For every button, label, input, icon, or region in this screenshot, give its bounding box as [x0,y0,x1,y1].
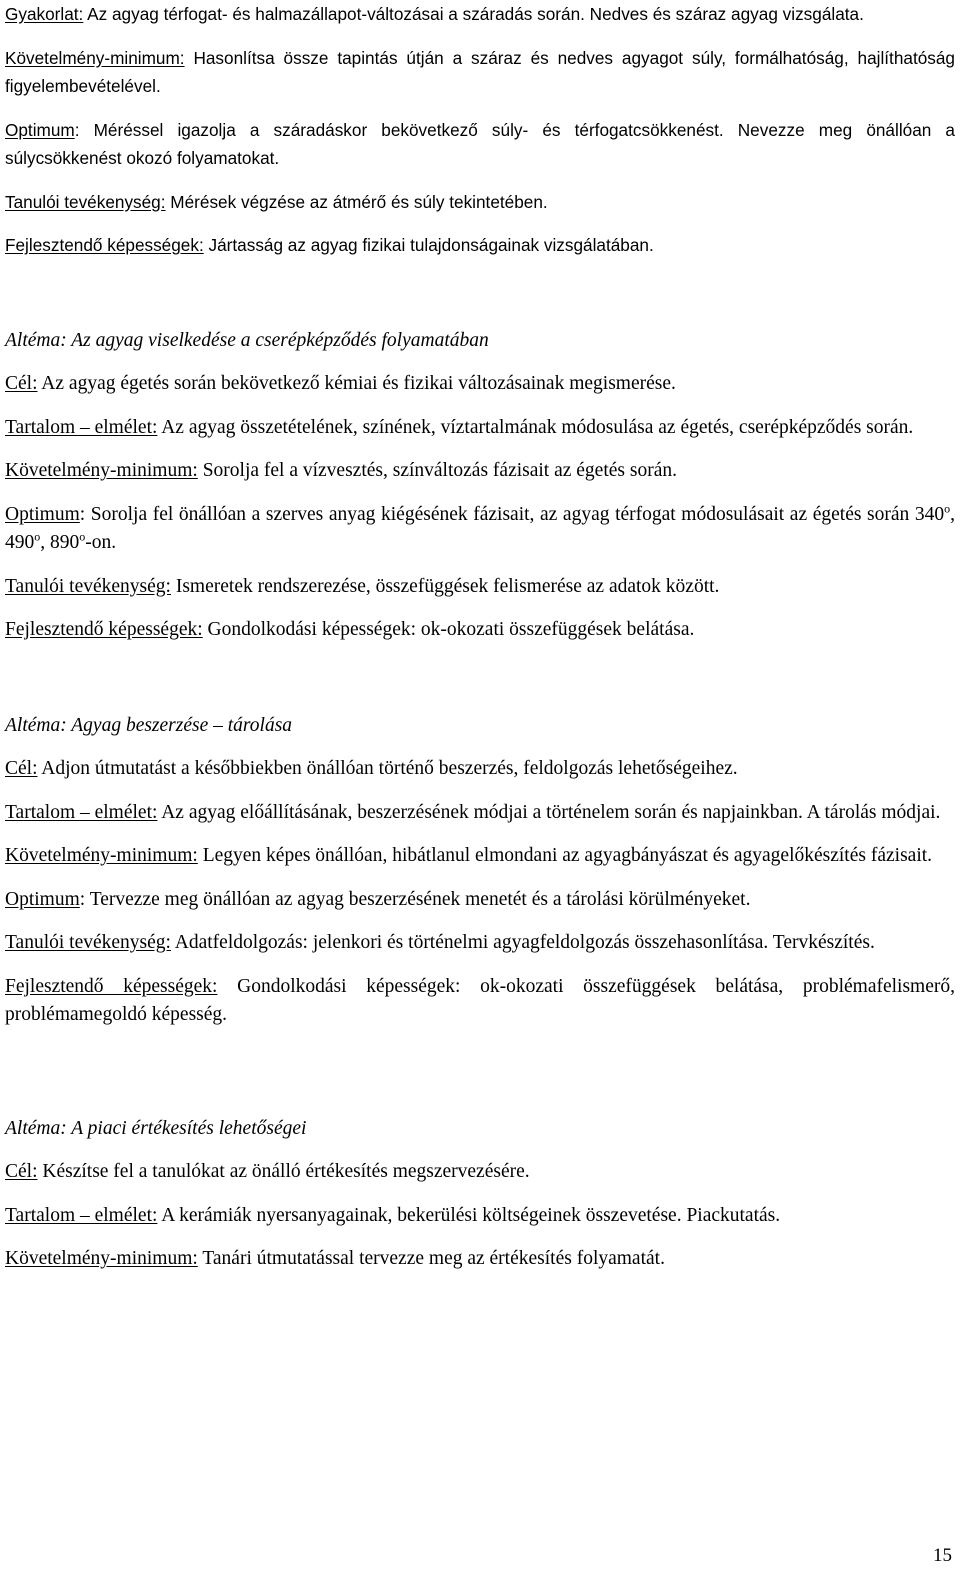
paragraph-tartalom [5,799,955,828]
document-page [5,0,955,1289]
paragraph-kepessegek [5,616,955,645]
degree-sup: o [944,501,951,515]
label-tevekenyseg: Tanulói tevékenység: [5,932,171,953]
text-cel: Az agyag égetés során bekövetkező kémiai és fizikai változásainak megismerése. [37,373,676,394]
label-tevekenyseg: Tanulói tevékenység: [5,575,171,597]
label-kovetelmeny: Követelmény-minimum: [5,1248,198,1269]
text-kovetelmeny: Sorolja fel a vízvesztés, színváltozás fázisait az égetés során. [197,460,677,481]
paragraph-tartalom [5,414,955,443]
label-cel: Cél: [5,1161,38,1182]
label-cel: Cél: [5,758,38,779]
label-tartalom: Tartalom – elmélet: [5,1204,158,1226]
label-optimum: Optimum [5,888,80,910]
label-tartalom: Tartalom – elmélet: [5,416,158,438]
subtopic-title: Altéma: Az agyag viselkedése a cserépképződés folyamatában [5,329,489,351]
text-kovetelmeny: Hasonlítsa össze tapintás útján a száraz és nedves agyagot súly, formálhatóság, hajlíthatóság figyelembevételével. [5,47,955,96]
text-tevekenyseg: Mérések végzése az átmérő és súly tekintetében. [165,191,548,212]
text-tevekenyseg: Adatfeldolgozás: jelenkori és történelmi agyagfeldolgozás összehasonlítása. Tervkészítés. [170,932,875,953]
text-optimum: : Méréssel igazolja a száradáskor bekövetkező súly- és térfogatcsökkenést. Nevezze meg önállóan a súlycsökkenést okozó folyamatokat. [5,119,955,168]
label-tartalom: Tartalom – elmélet: [5,801,158,823]
text-cel: Adjon útmutatást a későbbiekben önállóan történő beszerzés, feldolgozás lehetőségeihez. [37,758,738,779]
label-kepessegek: Fejlesztendő képességek: [5,975,218,997]
page-number: 15 [933,1545,952,1566]
label-kepessegek: Fejlesztendő képességek: [5,619,203,640]
paragraph-kovetelmeny [5,44,955,101]
paragraph-optimum [5,501,955,558]
label-kovetelmeny: Követelmény-minimum: [5,460,198,481]
paragraph-tevekenyseg [5,188,955,217]
paragraph-cel [5,1158,955,1187]
text-kovetelmeny: Tanári útmutatással tervezze meg az értékesítés folyamatát. [197,1248,665,1269]
label-kovetelmeny: Követelmény-minimum: [5,47,185,68]
text-optimum-c: , 890 [40,532,80,553]
text-optimum-b: , 490 [5,503,955,553]
paragraph-tartalom [5,1202,955,1231]
degree-sup: o [79,529,86,544]
text-tartalom: Az agyag előállításának, beszerzésének módjai a történelem során és napjainkban. A tárolás módjai. [157,801,941,823]
text-optimum-a: : Sorolja fel önállóan a szerves anyag kiégésének fázisait, az agyag térfogat módosulásait az égetés során 340 [79,503,945,525]
paragraph-kovetelmeny [5,842,955,871]
paragraph-kovetelmeny [5,1245,955,1274]
text-tevekenyseg: Ismeretek rendszerezése, összefüggések felismerése az adatok között. [170,575,720,597]
paragraph-tevekenyseg [5,929,955,958]
label-tevekenyseg: Tanulói tevékenység: [5,191,166,212]
label-gyakorlat: Gyakorlat: [5,4,84,24]
degree-sup: o [34,529,41,544]
text-kepessegek: Gondolkodási képességek: ok-okozati összefüggések belátása. [202,619,695,640]
paragraph-optimum [5,116,955,173]
text-optimum: : Tervezze meg önállóan az agyag beszerzésének menetét és a tárolási körülményeket. [79,888,751,910]
paragraph-cel [5,755,955,784]
paragraph-gyakorlat [5,0,955,29]
paragraph-tevekenyseg [5,573,955,602]
text-optimum-d: -on. [85,532,117,553]
subtopic-title: Altéma: A piaci értékesítés lehetőségei [5,1117,307,1139]
paragraph-cel [5,370,955,399]
label-kepessegek: Fejlesztendő képességek: [5,235,204,255]
label-cel: Cél: [5,373,38,394]
text-gyakorlat: Az agyag térfogat- és halmazállapot-változásai a száradás során. Nedves és száraz agyag vizsgálata. [83,4,864,24]
text-kepessegek: Jártasság az agyag fizikai tulajdonságainak vizsgálatában. [203,235,654,255]
text-tartalom: Az agyag összetételének, színének, víztartalmának módosulása az égetés, cserépképződés során. [157,416,914,438]
label-optimum: Optimum [5,119,75,140]
paragraph-kovetelmeny [5,457,955,486]
text-cel: Készítse fel a tanulókat az önálló értékesítés megszervezésére. [37,1161,530,1182]
subtopic-title: Altéma: Agyag beszerzése – tárolása [5,714,293,736]
paragraph-kepessegek [5,231,955,260]
label-kovetelmeny: Követelmény-minimum: [5,845,198,866]
label-optimum: Optimum [5,503,80,525]
text-tartalom: A kerámiák nyersanyagainak, bekerülési költségeinek összevetése. Piackutatás. [157,1204,781,1226]
paragraph-optimum [5,886,955,915]
text-kovetelmeny: Legyen képes önállóan, hibátlanul elmondani az agyagbányászat és agyagelőkészítés fázisait. [197,845,933,866]
text-kepessegek: Gondolkodási képességek: ok-okozati összefüggések belátása, problémafelismerő, problémamegoldó képesség. [5,975,955,1025]
paragraph-kepessegek [5,973,955,1030]
